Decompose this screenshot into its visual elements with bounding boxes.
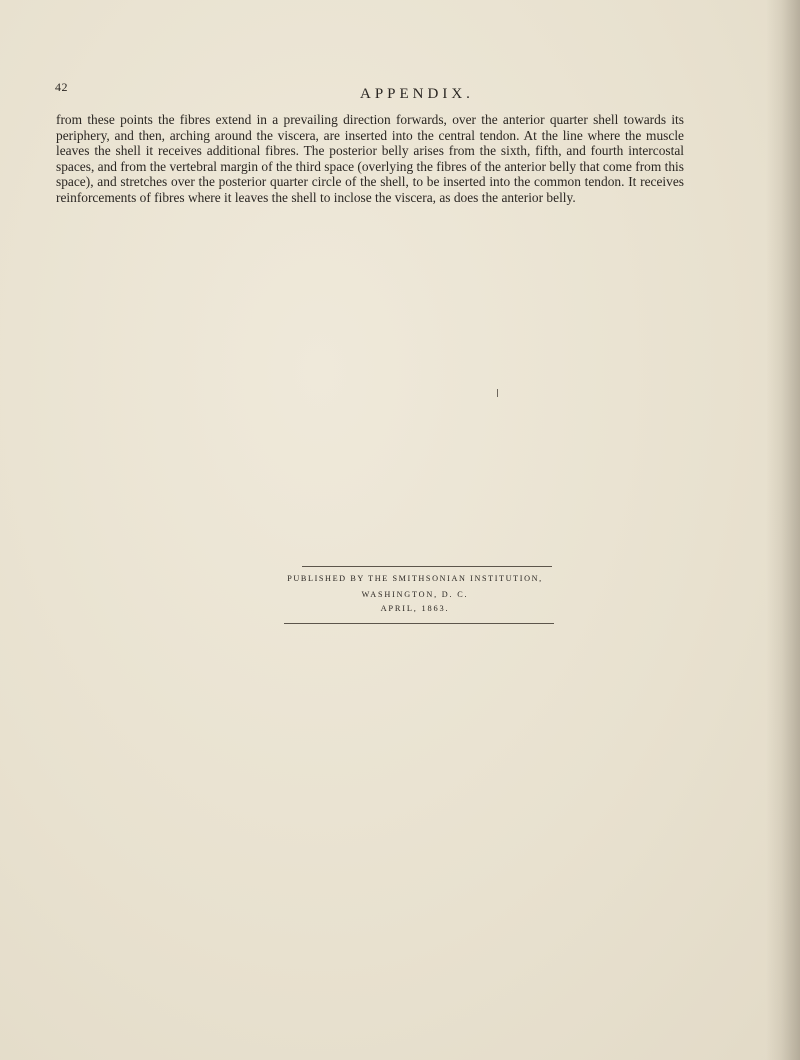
- page-number: 42: [55, 80, 68, 94]
- page-edge-shadow: [766, 0, 800, 1060]
- imprint-publisher: PUBLISHED BY THE SMITHSONIAN INSTITUTION,: [287, 574, 543, 583]
- body-paragraph: from these points the fibres extend in a prevailing direction forwards, over the anterior quarter shell towards its periphery, and then, arching around the viscera, are inserted into the central tendon. At the line where the muscle leaves the shell it receives additional fibres. The posterior belly arises from the sixth, fifth, and fourth intercostal spaces, and from the vertebral margin of the third space (overlying the fibres of the anterior belly that come from this space), and stretches over the posterior quarter circle of the shell, to be inserted into the common tendon. It receives reinforcements of fibres where it leaves the shell to inclose the viscera, as does the anterior belly.: [56, 112, 684, 205]
- imprint-block: [250, 566, 580, 624]
- imprint-top-rule: [302, 566, 552, 567]
- stray-mark: [497, 389, 498, 397]
- imprint-place: WASHINGTON, D. C.: [361, 590, 469, 599]
- running-head: APPENDIX.: [360, 86, 474, 102]
- imprint-date: APRIL, 1863.: [380, 604, 450, 613]
- imprint-bottom-rule: [284, 623, 554, 624]
